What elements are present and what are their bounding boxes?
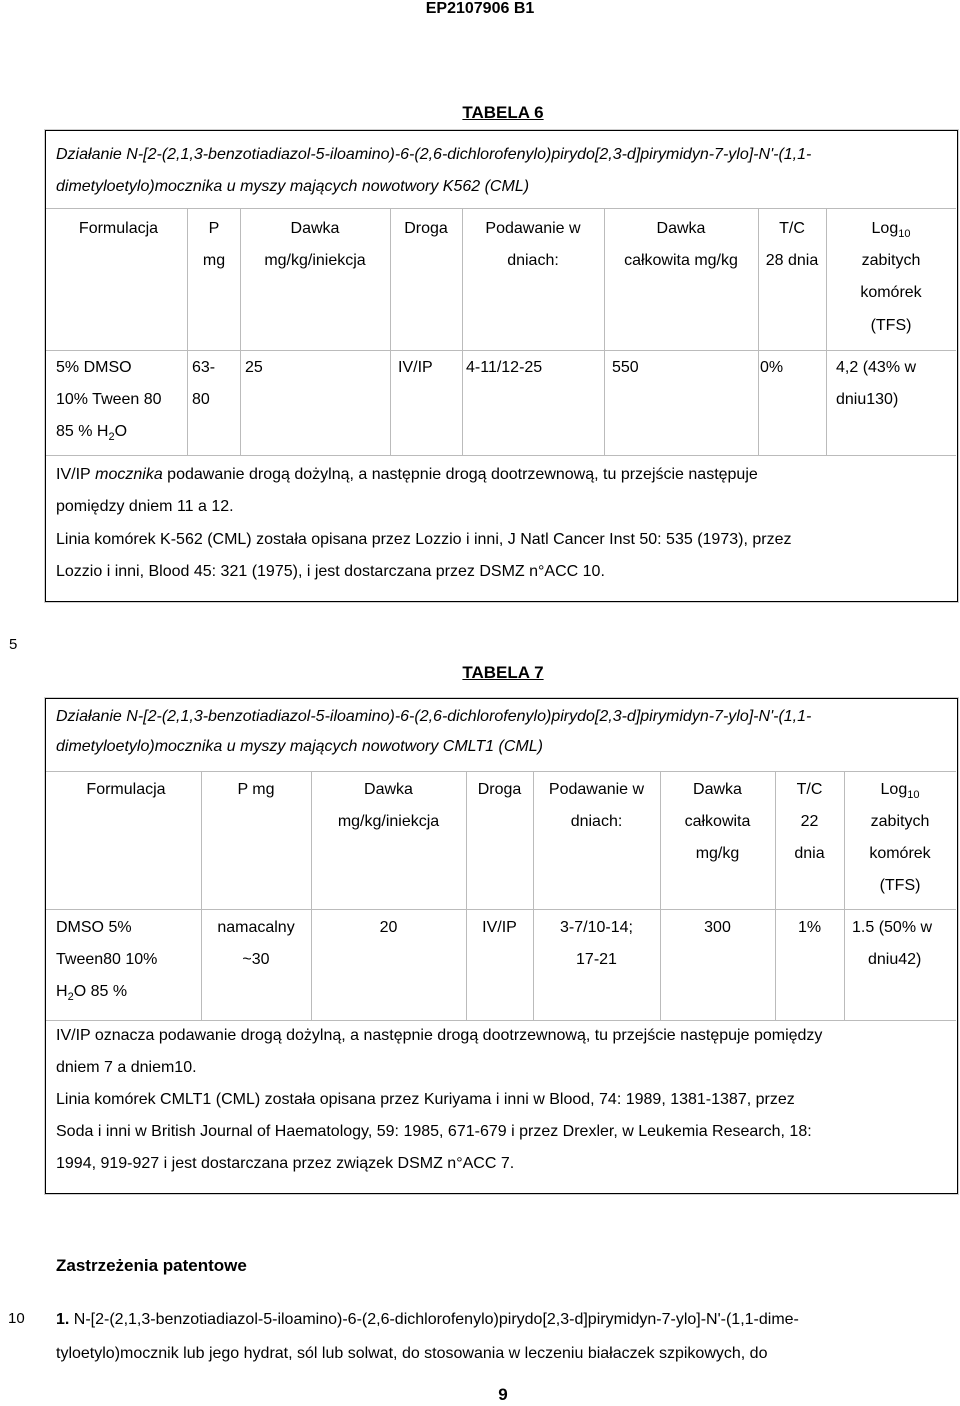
cell-log-2: dniu130) xyxy=(836,391,899,408)
cell-formulacja: DMSO 5% xyxy=(56,919,132,936)
header-dawka: Dawka xyxy=(364,781,413,798)
cell-dawka-calkowita: 550 xyxy=(612,359,639,376)
line-number: 10 xyxy=(8,1310,25,1327)
header-log-3: komórek xyxy=(869,845,931,862)
header-dawka: Dawka xyxy=(290,220,340,237)
header-log-3: komórek xyxy=(860,284,922,301)
header-dawka-calkowita-2: całkowita xyxy=(684,813,751,830)
header-dawka-calkowita: Dawka xyxy=(693,781,742,798)
header-tc-3: dnia xyxy=(794,845,825,862)
cell-p-2: 80 xyxy=(192,391,210,408)
claims-heading: Zastrzeżenia patentowe xyxy=(56,1256,247,1275)
header-podawanie: Podawanie w xyxy=(485,220,581,237)
table-6-divider xyxy=(46,350,956,351)
cell-p: 63- xyxy=(192,359,216,376)
table-6-col-divider xyxy=(758,209,759,455)
table-6-caption-line: Działanie N-[2-(2,1,3-benzotiadiazol-5-iloamino)-6-(2,6-dichlorofenylo)pirydo[2,3-d]pirymidyn-7-ylo]-N'-(1,1- xyxy=(56,146,812,163)
cell-p-2: ~30 xyxy=(242,951,270,968)
cell-dawka-calkowita: 300 xyxy=(704,919,731,936)
cell-dawka: 25 xyxy=(245,359,263,376)
table-6-col-divider xyxy=(390,209,391,455)
table-7-col-divider xyxy=(533,772,534,1020)
header-tc-2: 28 dnia xyxy=(765,252,819,269)
table-7-col-divider xyxy=(201,772,202,1020)
table-7-note: Linia komórek CMLT1 (CML) została opisana przez Kuriyama i inni w Blood, 74: 1989, 1381-1387, przez xyxy=(56,1091,795,1108)
cell-dawka: 20 xyxy=(379,919,398,936)
header-dawka-calkowita: Dawka xyxy=(656,220,706,237)
table-7-divider xyxy=(46,909,956,910)
table-6-col-divider xyxy=(240,209,241,455)
cell-formulacja-2: Tween80 10% xyxy=(56,951,158,968)
table-7-col-divider xyxy=(311,772,312,1020)
table-6-note: Lozzio i inni, Blood 45: 321 (1975), i jest dostarczana przez DSMZ n°ACC 10. xyxy=(56,563,605,580)
cell-p: namacalny xyxy=(217,919,295,936)
cell-formulacja-3: $H_2O$ 85 % xyxy=(56,983,128,1004)
table-7-col-divider xyxy=(844,772,845,1020)
header-log: Log$_{10}$ xyxy=(871,220,911,241)
cell-log-2: dniu42) xyxy=(868,951,922,968)
table-6-note: Linia komórek K-562 (CML) została opisana przez Lozzio i inni, J Natl Cancer Inst 50: 535 (1973), przez xyxy=(56,531,792,548)
header-log: Log$_{10}$ xyxy=(880,781,920,802)
header-p: P mg xyxy=(237,781,275,798)
header-p-unit: mg xyxy=(202,252,226,269)
claim-1-line: tyloetylo)mocznik lub jego hydrat, sól lub solwat, do stosowania w leczeniu białaczek szpikowych, do xyxy=(56,1345,768,1362)
cell-log: 4,2 (43% w xyxy=(836,359,917,376)
header-p: P xyxy=(208,220,220,237)
header-log-2: zabitych xyxy=(870,813,930,830)
header-droga: Droga xyxy=(404,220,448,237)
header-podawanie: Podawanie w xyxy=(548,781,645,798)
claim-1-line: 1. N-[2-(2,1,3-benzotiadiazol-5-iloamino)-6-(2,6-dichlorofenylo)pirydo[2,3-d]pirymidyn-7-ylo]-N'-(1,1-dime- xyxy=(56,1311,799,1328)
table-7-note: 1994, 919-927 i jest dostarczana przez związek DSMZ n°ACC 7. xyxy=(56,1155,515,1172)
header-formulacja: Formulacja xyxy=(78,220,159,237)
table-6-divider xyxy=(46,208,956,209)
cell-formulacja-2: 10% Tween 80 xyxy=(56,391,162,408)
header-log-2: zabitych xyxy=(861,252,921,269)
cell-droga: IV/IP xyxy=(482,919,517,936)
header-log-4: (TFS) xyxy=(870,317,912,334)
header-log-4: (TFS) xyxy=(879,877,921,894)
line-number: 5 xyxy=(9,636,18,653)
cell-podawanie-2: 17-21 xyxy=(576,951,617,968)
header-podawanie-2: dniach: xyxy=(507,252,559,269)
header-dawka-unit: mg/kg/iniekcja xyxy=(337,813,440,830)
table-6-col-divider xyxy=(826,209,827,455)
table-7-caption-line: dimetyloetylo)mocznika u myszy mających nowotwory CMLT1 (CML) xyxy=(56,738,543,755)
table-7-col-divider xyxy=(775,772,776,1020)
table-7-note: dniem 7 a dniem10. xyxy=(56,1059,197,1076)
table-6-col-divider xyxy=(462,209,463,455)
table-6-note: IV/IP mocznika podawanie drogą dożylną, a następnie drogą dootrzewnową, tu przejście następuje xyxy=(56,466,758,483)
table-6-title: TABELA 6 xyxy=(462,103,544,122)
table-6-divider xyxy=(46,455,956,456)
header-tc: T/C xyxy=(779,220,805,237)
header-formulacja: Formulacja xyxy=(86,781,166,798)
cell-tc: 1% xyxy=(797,919,822,936)
cell-tc: 0% xyxy=(760,359,784,376)
table-6-col-divider xyxy=(187,209,188,455)
cell-podawanie: 4-11/12-25 xyxy=(466,359,543,376)
header-tc-2: 22 xyxy=(800,813,819,830)
cell-formulacja: 5% DMSO xyxy=(56,359,132,376)
table-7-caption-line: Działanie N-[2-(2,1,3-benzotiadiazol-5-iloamino)-6-(2,6-dichlorofenylo)pirydo[2,3-d]pirymidyn-7-ylo]-N'-(1,1- xyxy=(56,708,812,725)
header-podawanie-2: dniach: xyxy=(570,813,623,830)
header-tc: T/C xyxy=(796,781,823,798)
page-number: 9 xyxy=(498,1385,508,1404)
table-7-note: IV/IP oznacza podawanie drogą dożylną, a następnie drogą dootrzewnową, tu przejście następuje pomiędzy xyxy=(56,1027,823,1044)
table-7-divider xyxy=(46,771,956,772)
table-6-note: pomiędzy dniem 11 a 12. xyxy=(56,498,234,515)
header-dawka-calkowita-2: całkowita mg/kg xyxy=(624,252,738,269)
cell-formulacja-3: 85 % $H_2O$ xyxy=(56,423,128,444)
table-7-note: Soda i inni w British Journal of Haematology, 59: 1985, 671-679 i przez Drexler, w Leukemia Research, 18: xyxy=(56,1123,812,1140)
table-6-caption-line: dimetyloetylo)mocznika u myszy mających nowotwory K562 (CML) xyxy=(56,178,530,195)
cell-podawanie: 3-7/10-14; xyxy=(560,919,633,936)
document-id: EP2107906 B1 xyxy=(425,0,535,17)
table-6-col-divider xyxy=(604,209,605,455)
cell-log: 1.5 (50% w xyxy=(852,919,933,936)
header-droga: Droga xyxy=(477,781,522,798)
table-7-col-divider xyxy=(660,772,661,1020)
header-dawka-unit: mg/kg/iniekcja xyxy=(264,252,366,269)
cell-droga: IV/IP xyxy=(398,359,433,376)
table-7-col-divider xyxy=(466,772,467,1020)
header-dawka-calkowita-3: mg/kg xyxy=(695,845,740,862)
table-7-title: TABELA 7 xyxy=(462,663,544,682)
